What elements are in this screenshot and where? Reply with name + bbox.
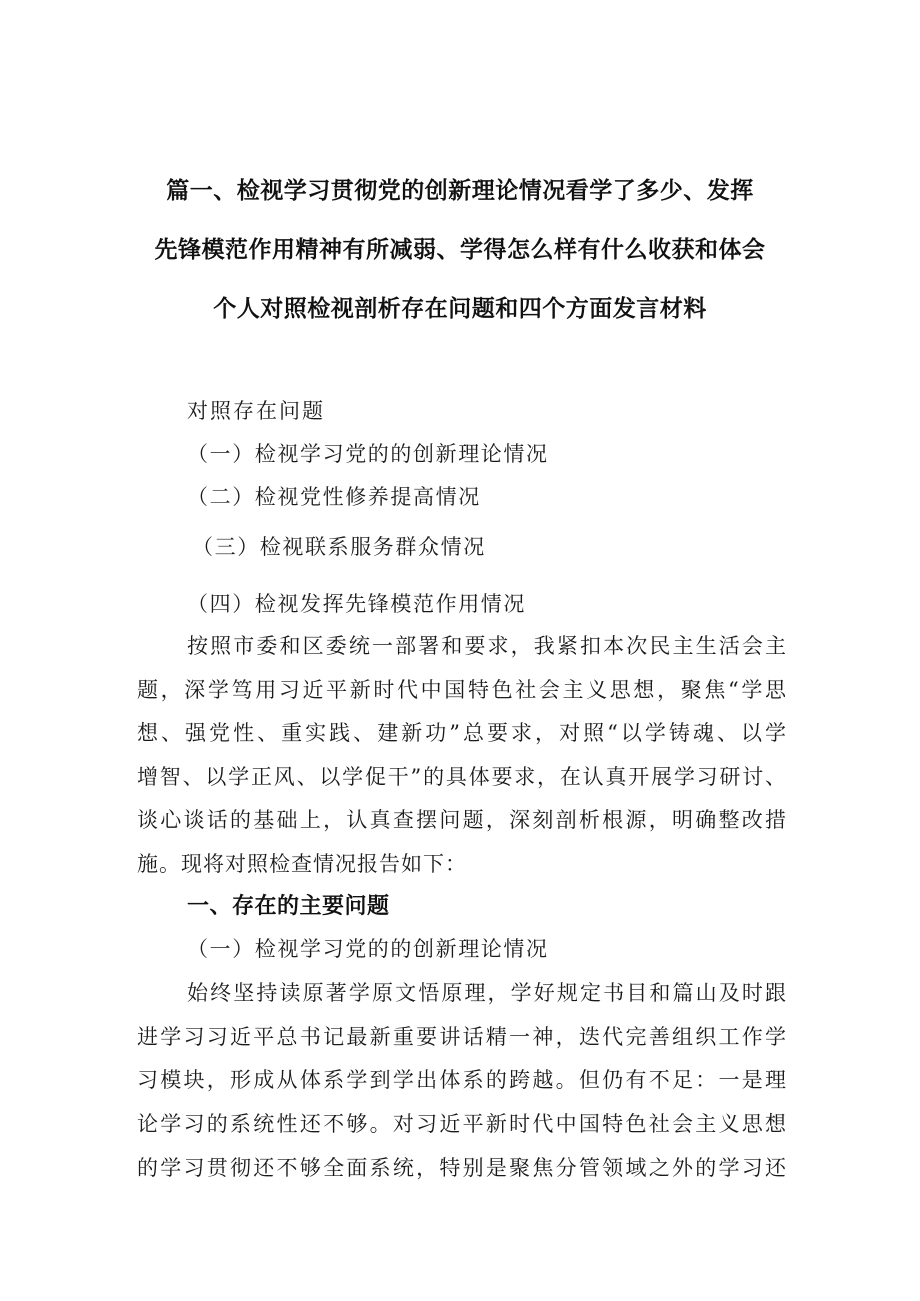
outline-item-1: （一）检视学习党的的创新理论情况: [187, 442, 549, 466]
intro-paragraph-line: 谈心谈话的基础上，认真查摆问题，深刻剖析根源，明确整改措: [137, 808, 787, 832]
intro-paragraph-line: 施。现将对照检查情况报告如下：: [137, 852, 467, 876]
section-paragraph-line: 习模块，形成从体系学到学出体系的跨越。但仍有不足：一是理: [137, 1068, 787, 1092]
outline-item-3: （三）检视联系服务群众情况: [192, 535, 486, 559]
intro-paragraph-line: 增智、以学正风、以学促干”的具体要求，在认真开展学习研讨、: [137, 765, 787, 789]
section-paragraph-line: 始终坚持读原著学原文悟原理，学好规定书目和篇山及时跟: [187, 981, 787, 1005]
section-paragraph-line: 的学习贯彻还不够全面系统，特别是聚焦分管领域之外的学习还: [137, 1156, 787, 1180]
intro-paragraph-line: 想、强党性、重实践、建新功”总要求，对照“以学铸魂、以学: [137, 721, 787, 745]
outline-label: 对照存在问题: [187, 399, 325, 423]
document-title-line-3: 个人对照检视剖析存在问题和四个方面发言材料: [213, 296, 707, 322]
section-subheading: （一）检视学习党的的创新理论情况: [187, 937, 549, 961]
document-title-line-2: 先锋模范作用精神有所减弱、学得怎么样有什么收获和体会: [154, 237, 766, 263]
outline-item-2: （二）检视党性修养提高情况: [187, 485, 481, 509]
intro-paragraph-line: 按照市委和区委统一部署和要求，我紧扣本次民主生活会主: [187, 634, 787, 658]
intro-paragraph-line: 题，深学笃用习近平新时代中国特色社会主义思想，聚焦“学思: [137, 678, 787, 702]
outline-item-4: （四）检视发挥先锋模范作用情况: [187, 592, 526, 616]
section-paragraph-line: 进学习习近平总书记最新重要讲话精一神，迭代完善组织工作学: [137, 1025, 787, 1049]
section-heading: 一、存在的主要问题: [187, 894, 390, 919]
document-title-line-1: 篇一、检视学习贯彻党的创新理论情况看学了多少、发挥: [166, 178, 754, 204]
section-paragraph-line: 论学习的系统性还不够。对习近平新时代中国特色社会主义思想: [137, 1112, 787, 1136]
